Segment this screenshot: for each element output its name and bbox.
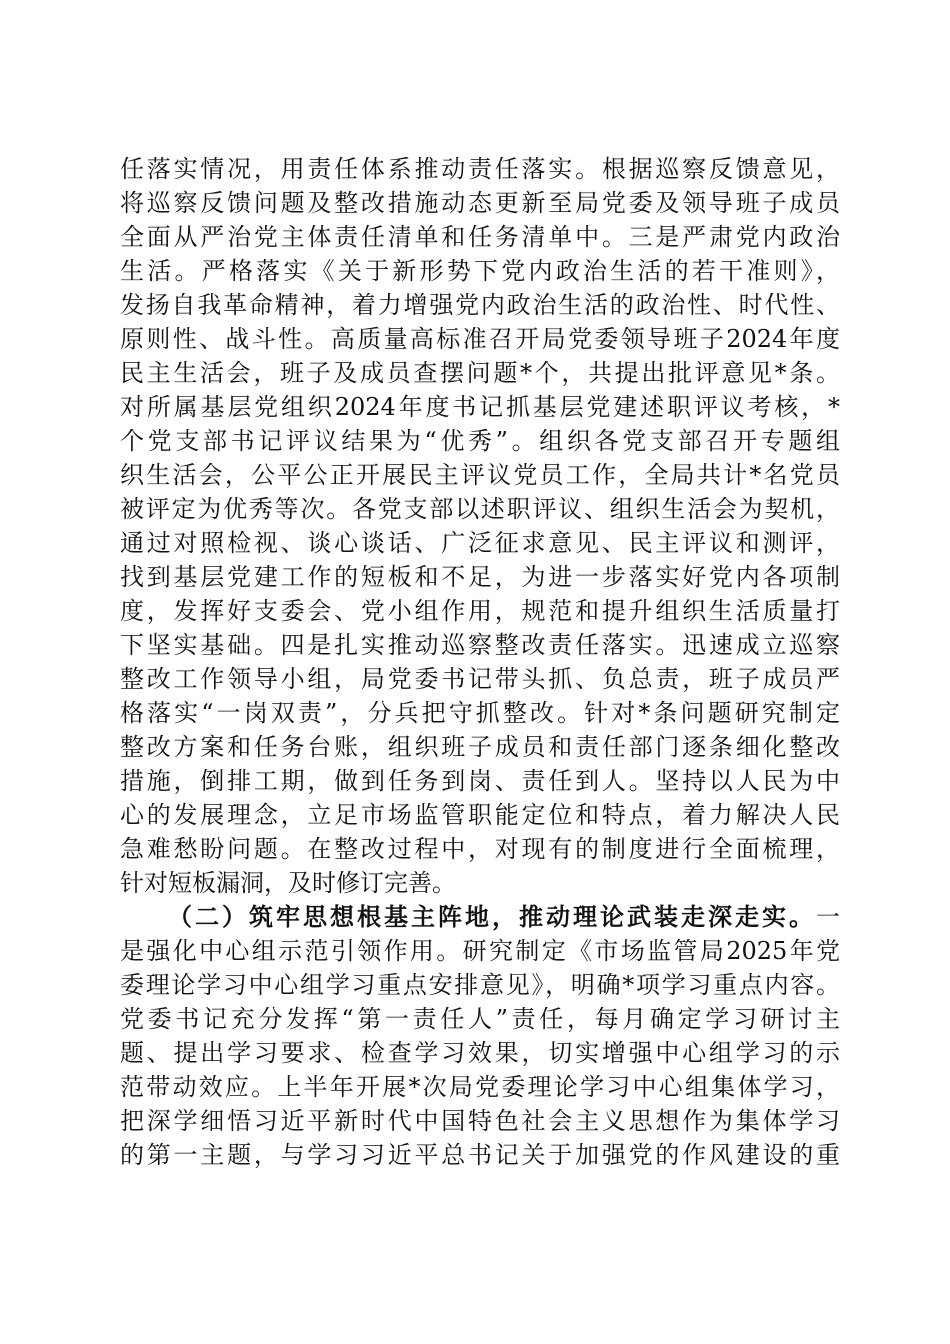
text-line: 题、提出学习要求、检查学习效果，切实增强中心组学习的示 (120, 1039, 840, 1067)
text-line: 通过对照检视、谈心谈话、广泛征求意见、民主评议和测评， (120, 529, 840, 557)
text-line: 急难愁盼问题。在整改过程中，对现有的制度进行全面梳理， (120, 835, 840, 863)
paragraph-end-line: 针对短板漏洞，及时修订完善。 (120, 869, 456, 897)
text-line: 格落实“一岗双责”，分兵把守抓整改。针对*条问题研究制定 (120, 699, 840, 727)
text-line: 整改方案和任务台账，组织班子成员和责任部门逐条细化整改 (120, 733, 840, 761)
text-line: 任落实情况，用责任体系推动责任落实。根据巡察反馈意见， (120, 155, 840, 183)
section-heading-tail: 一 (816, 903, 840, 931)
text-line: 被评定为优秀等次。各党支部以述职评议、组织生活会为契机， (120, 495, 840, 523)
text-line: 民主生活会，班子及成员查摆问题*个，共提出批评意见*条。 (120, 359, 840, 387)
text-line: 全面从严治党主体责任清单和任务清单中。三是严肃党内政治 (120, 223, 840, 251)
text-line: 范带动效应。上半年开展*次局党委理论学习中心组集体学习， (120, 1073, 840, 1101)
text-line: 把深学细悟习近平新时代中国特色社会主义思想作为集体学习 (120, 1107, 840, 1135)
document-body (120, 152, 840, 1172)
text-line: 下坚实基础。四是扎实推动巡察整改责任落实。迅速成立巡察 (120, 631, 840, 659)
text-line: 生活。严格落实《关于新形势下党内政治生活的若干准则》， (120, 257, 840, 285)
text-line: 发扬自我革命精神，着力增强党内政治生活的政治性、时代性、 (120, 291, 840, 319)
text-line: 将巡察反馈问题及整改措施动态更新至局党委及领导班子成员 (120, 189, 840, 217)
text-line: 度，发挥好支委会、党小组作用，规范和提升组织生活质量打 (120, 597, 840, 625)
text-line: 整改工作领导小组，局党委书记带头抓、负总责，班子成员严 (120, 665, 840, 693)
section-heading-line (120, 900, 840, 934)
text-line: 个党支部书记评议结果为“优秀”。组织各党支部召开专题组 (120, 427, 840, 455)
text-line: 对所属基层党组织2024年度书记抓基层党建述职评议考核，* (120, 393, 840, 421)
section-heading: （二）筑牢思想根基主阵地，推动理论武装走深走实。 (168, 902, 816, 931)
text-line: 党委书记充分发挥“第一责任人”责任，每月确定学习研讨主 (120, 1005, 840, 1033)
text-line: 织生活会，公平公正开展民主评议党员工作，全局共计*名党员 (120, 461, 840, 489)
text-line: 是强化中心组示范引领作用。研究制定《市场监管局2025年党 (120, 937, 840, 965)
text-line: 委理论学习中心组学习重点安排意见》，明确*项学习重点内容。 (120, 971, 840, 999)
text-line: 的第一主题，与学习习近平总书记关于加强党的作风建设的重 (120, 1141, 840, 1169)
text-line: 措施，倒排工期，做到任务到岗、责任到人。坚持以人民为中 (120, 767, 840, 795)
text-line: 心的发展理念，立足市场监管职能定位和特点，着力解决人民 (120, 801, 840, 829)
text-line: 原则性、战斗性。高质量高标准召开局党委领导班子2024年度 (120, 325, 840, 353)
text-line: 找到基层党建工作的短板和不足，为进一步落实好党内各项制 (120, 563, 840, 591)
